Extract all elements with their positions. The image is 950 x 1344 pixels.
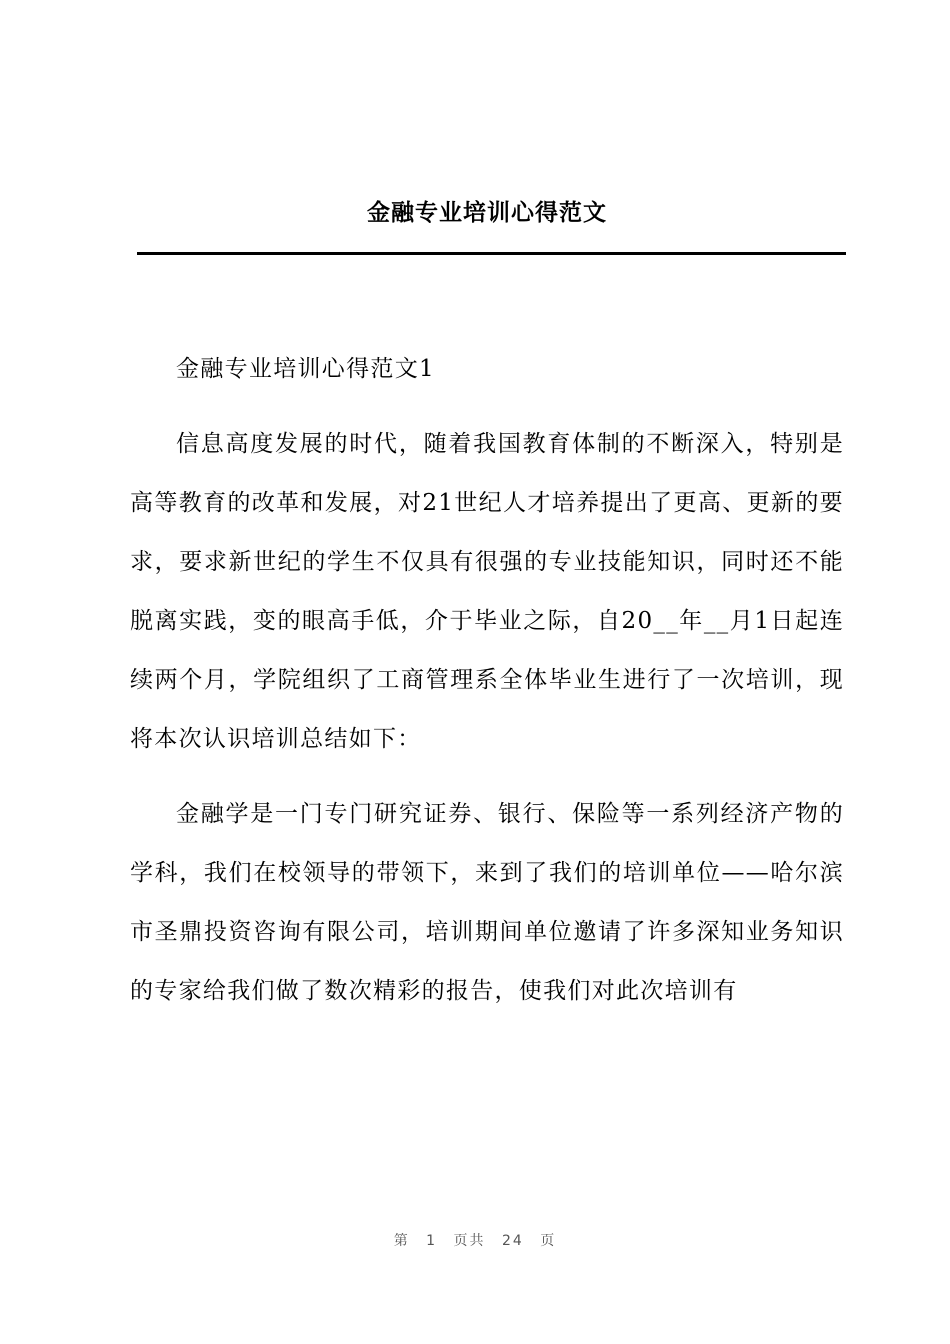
paragraph: 信息高度发展的时代，随着我国教育体制的不断深入，特别是高等教育的改革和发展，对21世纪人才培养提出了更高、更新的要求，要求新世纪的学生不仅具有很强的专业技能知识，同时还不能脱离实践，变的眼高手低，介于毕业之际，自20__年__月1日起连续两个月，学院组织了工商管理系全体毕业生进行了一次培训，现将本次认识培训总结如下： <box>130 431 844 752</box>
section-heading: 金融专业培训心得范文1 <box>176 356 435 382</box>
paragraph: 金融学是一门专门研究证券、银行、保险等一系列经济产物的学科，我们在校领导的带领下，来到了我们的培训单位——哈尔滨市圣鼎投资咨询有限公司，培训期间单位邀请了许多深知业务知识的专家给我们做了数次精彩的报告，使我们对此次培训有 <box>130 801 844 1004</box>
document-title: 金融专业培训心得范文 <box>367 199 607 226</box>
title-underline <box>137 252 846 255</box>
document-body <box>130 340 844 1037</box>
page-number-footer: 第 1 页共 24 页 <box>393 1233 557 1249</box>
